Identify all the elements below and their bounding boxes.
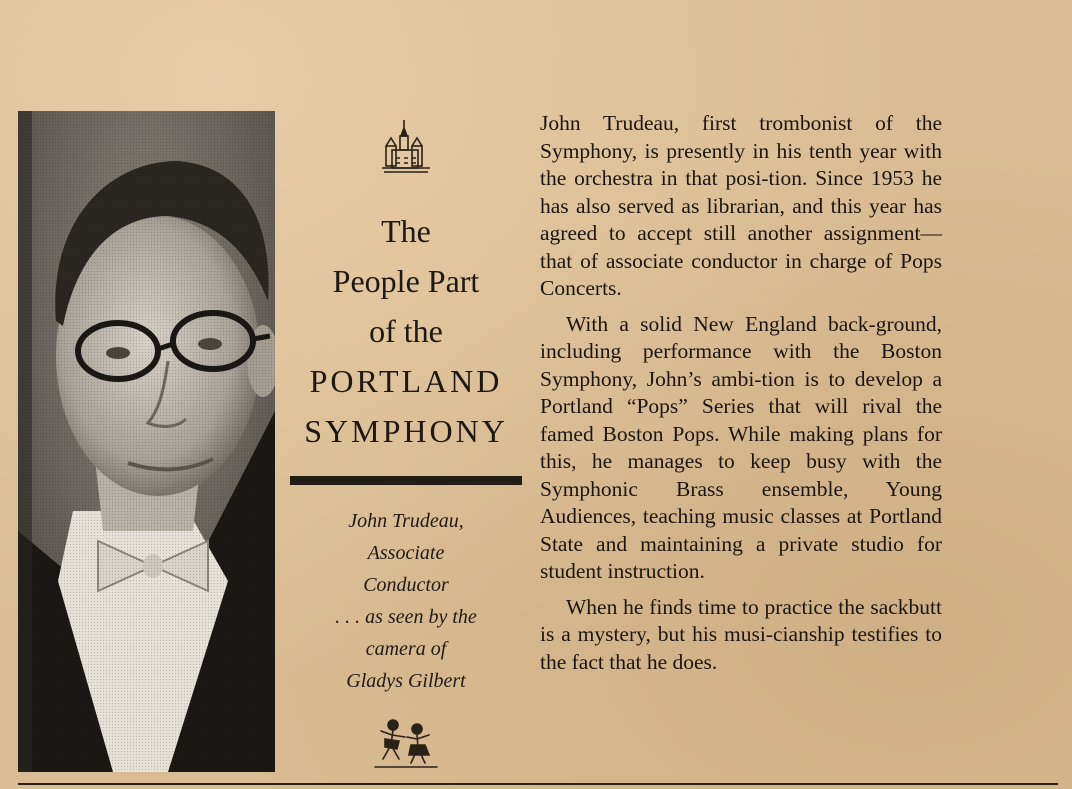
title-line-1: The [381,213,431,249]
article-paragraph-1: John Trudeau, first trombonist of the Symphony, is presently in his tenth year with the orchestra in that posi-tion. Since 1953 he has also served as librarian, and this year has agreed to accept still another assignment—that of associate conductor in charge of Pops Concerts. [540,111,942,300]
title-line-2: People Part [332,263,480,299]
section-title [288,206,524,456]
article-body [540,110,942,684]
caption-line-2: Associate [367,542,445,564]
caption-line-3: Conductor [363,574,449,596]
heading-column [288,118,524,771]
bottom-divider [18,783,1058,785]
article-paragraph-3: When he finds time to practice the sackbutt is a mystery, but his musi-cianship testifies to the fact that he does. [540,594,942,674]
caption-line-4: . . . as seen by the [335,606,477,628]
article-paragraph-2: With a solid New England back-ground, including performance with the Boston Symphony, John’s ambi-tion is to develop a Portland “Pops” Series that will rival the famed Boston Pops. While making plans for this, he manages to keep busy with the Symphonic Brass ensemble, Young Audiences, teaching music classes at Portland State and maintaining a private studio for student instruction. [540,311,942,583]
caption-line-5: camera of [365,638,447,660]
heading-divider [290,476,522,485]
caption-line-6: Gladys Gilbert [346,670,466,692]
title-line-3: of the [369,313,443,349]
photo-caption [288,505,524,697]
caption-line-1: John Trudeau, [348,510,464,532]
title-line-4: PORTLAND [309,363,503,399]
castle-icon [378,118,434,178]
title-line-5: SYMPHONY [304,413,508,449]
portrait-photo [18,111,275,772]
dancers-icon [371,715,441,771]
